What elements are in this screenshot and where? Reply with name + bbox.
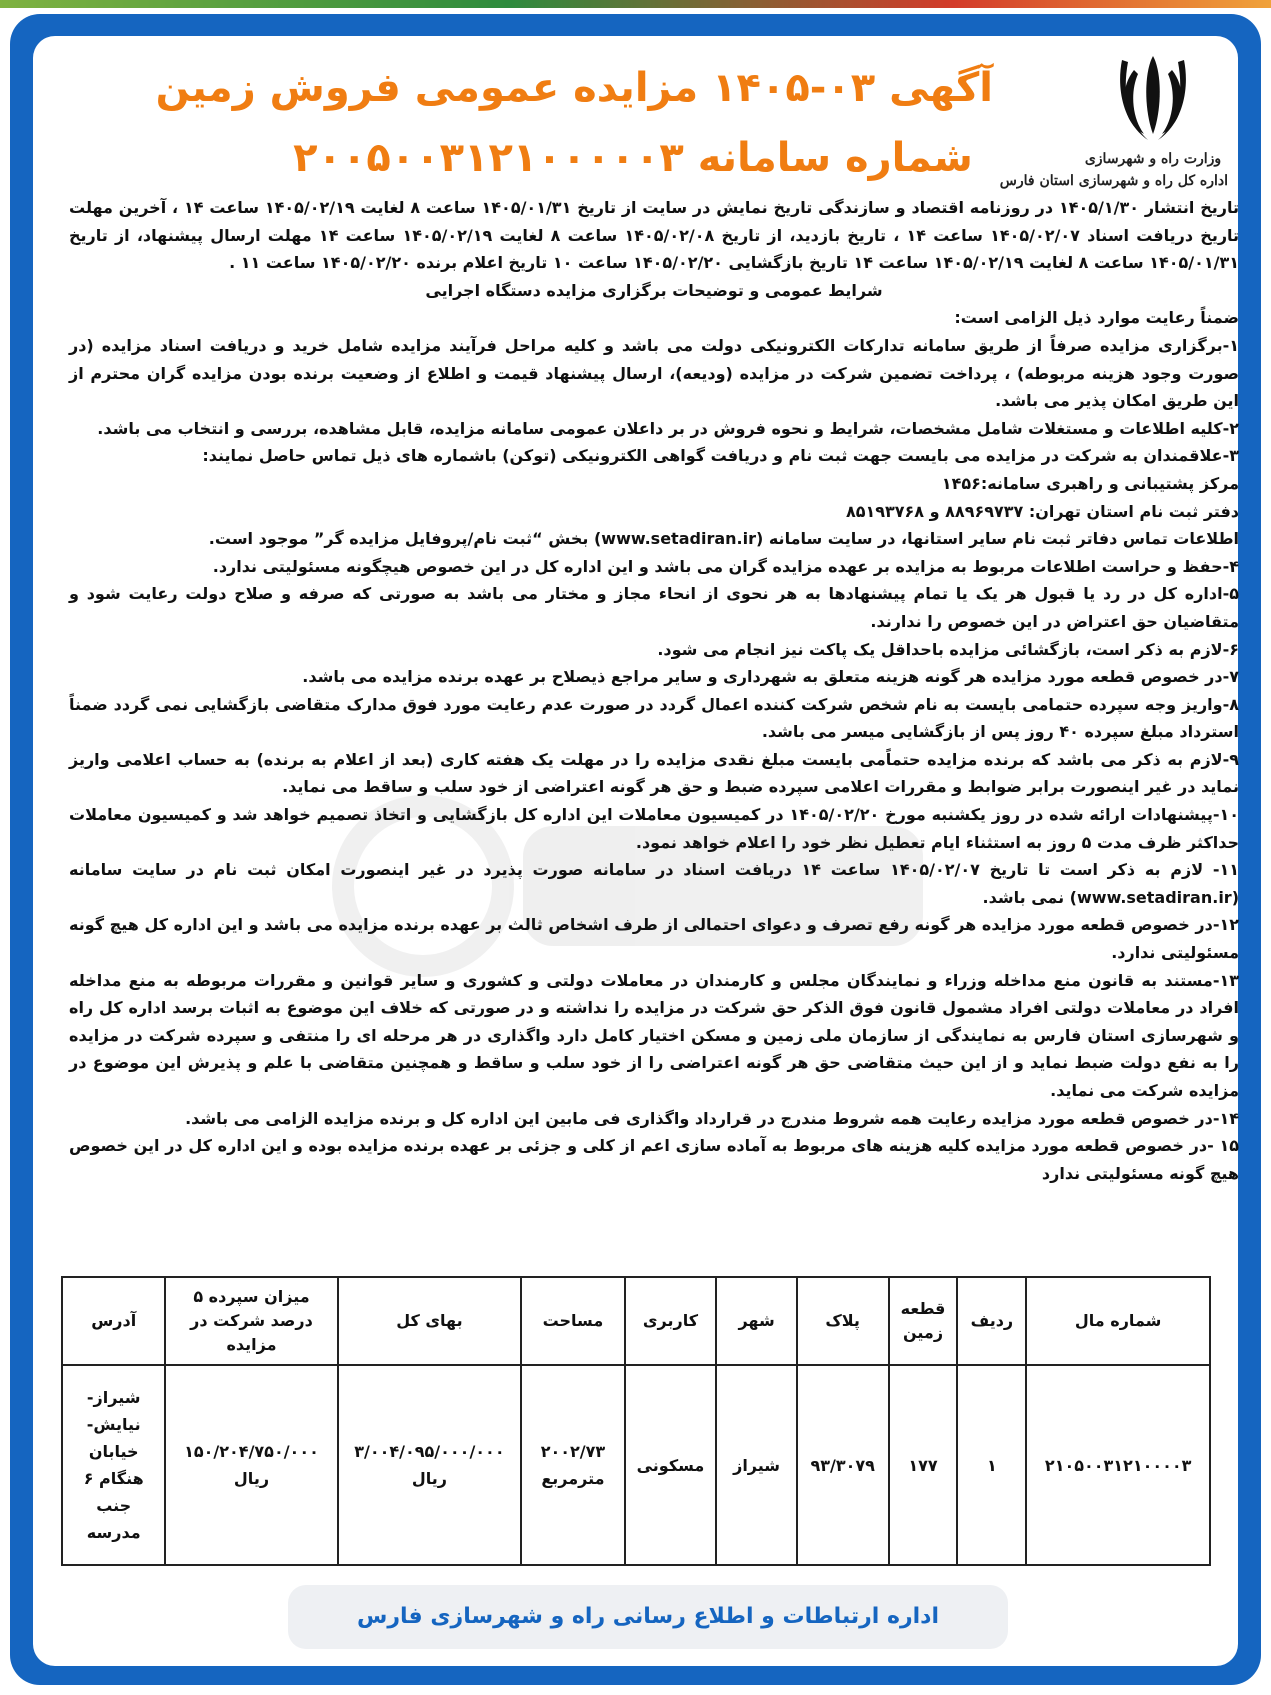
header-usage: کاربری [625, 1277, 717, 1365]
header-row-no: ردیف [957, 1277, 1026, 1365]
header-area: مساحت [521, 1277, 624, 1365]
clause-4: ۴-حفظ و حراست اطلاعات مربوط به مزایده بر عهده مزایده گران می باشد و این اداره کل در این خصوص هیچگونه مسئولیتی ندارد. [212, 556, 1239, 576]
header-city: شهر [716, 1277, 796, 1365]
header-parcel: قطعه زمین [889, 1277, 958, 1365]
clause-15: ۱۵ -در خصوص قطعه مورد مزایده کلیه هزینه های مربوط به آماده سازی اعم از کلی و جزئی بر عهده برنده مزایده بوده و این اداره کل در این خصوص هیچ گونه مسئولیتی ندارد [69, 1136, 1239, 1183]
footer-banner: اداره ارتباطات و اطلاع رسانی راه و شهرسازی فارس [288, 1585, 1008, 1649]
header-plaque: پلاک [797, 1277, 889, 1365]
notice-body [69, 194, 1239, 1187]
property-table [61, 1276, 1211, 1566]
dates-paragraph: تاریخ انتشار ۱۴۰۵/۱/۳۰ در روزنامه اقتصاد و سازندگی تاریخ نمایش در سایت از تاریخ ۱۴۰۵/۰۱/۳۱ ساعت ۸ لغایت ۱۴۰۵/۰۲/۱۹ ساعت ۱۴ ، آخرین مهلت تاریخ دریافت اسناد ۱۴۰۵/۰۲/۰۷ ساعت ۱۴ ، تاریخ بازدید، از تاریخ ۱۴۰۵/۰۲/۰۸ ساعت ۸ لغایت ۱۴۰۵/۰۲/۱۹ ساعت ۱۴ مهلت ارسال پیشنهاد، از تاریخ ۱۴۰۵/۰۱/۳۱ ساعت ۸ لغایت ۱۴۰۵/۰۲/۱۹ ساعت ۱۴ تاریخ بازگشایی ۱۴۰۵/۰۲/۲۰ ساعت ۱۰ تاریخ اعلام برنده ۱۴۰۵/۰۲/۲۰ ساعت ۱۱ . [69, 198, 1240, 273]
iran-emblem-icon [1114, 50, 1192, 142]
requirements-intro: ضمناً رعایت موارد ذیل الزامی است: [954, 308, 1239, 328]
cell-parcel: ۱۷۷ [889, 1365, 958, 1565]
cell-address: شیراز- نیایش- خیابان هنگام ۶ جنب مدرسه [62, 1365, 165, 1565]
clause-3: ۳-علاقمندان به شرکت در مزایده می بایست جهت ثبت نام و دریافت گواهی الکترونیکی (توکن) باشماره های ذیل تماس حاصل نمایند: [202, 446, 1239, 466]
clause-6: ۶-لازم به ذکر است، بازگشائی مزایده باحداقل یک پاکت نیز انجام می شود. [657, 639, 1239, 659]
clause-5: ۵-اداره کل در رد یا قبول هر یک یا تمام پیشنهادها به هر نحوی از انحاء مجاز و مختار می باشد به صورتی که صرفه و صلاح دولت رعایت شود و متقاضیان حق اعتراض در این خصوص را ندارند. [69, 584, 1239, 631]
clause-14: ۱۴-در خصوص قطعه مورد مزایده رعایت همه شروط مندرج در قرارداد واگذاری فی مابین این اداره کل و برنده مزایده الزامی می باشد. [185, 1108, 1239, 1128]
cell-asset-no: ۲۱۰۵۰۰۳۱۲۱۰۰۰۰۳ [1026, 1365, 1210, 1565]
support-center: مرکز پشتیبانی و راهبری سامانه:۱۴۵۶ [941, 473, 1239, 493]
clause-7: ۷-در خصوص قطعه مورد مزایده هر گونه هزینه متعلق به شهرداری و سایر مراجع ذیصلاح بر عهده برنده مزایده می باشد. [302, 667, 1239, 687]
cell-usage: مسکونی [625, 1365, 717, 1565]
clause-13: ۱۳-مستند به قانون منع مداخله وزراء و نمایندگان مجلس و کارمندان در معاملات دولتی و کشوری و سایر قوانین و مقررات مربوطه به منع مداخله افراد در معاملات دولتی افراد مشمول قانون فوق الذکر حق شرکت در مزایده را نداشته و در صورتی که خلاف این موضوع به اثبات برسد اداره کل راه و شهرسازی استان فارس به نمایندگی از سازمان ملی زمین و مسکن اختیار کامل دارد واگذاری در هر مرحله ای را منتفی و سپرده شرکت در مزایده را به نفع دولت ضبط نماید و از این حیث متقاضی حق هر گونه اعتراضی را از خود سلب و ساقط و همچنین متقاضی با علم و پذیرش این موضوع در مزایده شرکت می نماید. [69, 970, 1239, 1100]
area-value: ۲۰۰۲/۷۳ [540, 1442, 606, 1461]
cell-area [521, 1365, 624, 1565]
cell-price [338, 1365, 522, 1565]
cell-row-no: ۱ [957, 1365, 1026, 1565]
clause-2: ۲-کلیه اطلاعات و مستغلات شامل مشخصات، شرایط و نحوه فروش در بر داعلان عمومی سامانه مزایده، قابل مشاهده، بررسی و انتخاب می باشد. [97, 418, 1239, 438]
clause-11: ۱۱- لازم به ذکر است تا تاریخ ۱۴۰۵/۰۲/۰۷ ساعت ۱۴ دریافت اسناد در سامانه صورت پذیرد در غیر اینصورت امکان ثبت نام در سایت سامانه (www.setadiran.ir) نمی باشد. [69, 860, 1240, 907]
header-price: بهای کل [338, 1277, 522, 1365]
notice-sheet [33, 36, 1238, 1666]
clause-12: ۱۲-در خصوص قطعه مورد مزایده هر گونه رفع تصرف و دعوای احتمالی از طرف اشخاص ثالث بر عهده برنده مزایده می باشد و این اداره کل هیچ گونه مسئولیتی ندارد. [69, 915, 1239, 963]
conditions-heading: شرایط عمومی و توضیحات برگزاری مزایده دستگاه اجرایی [425, 280, 883, 300]
top-color-strip [0, 0, 1271, 8]
cell-plaque: ۹۳/۳۰۷۹ [797, 1365, 889, 1565]
ministry-name: وزارت راه و شهرسازی [1084, 151, 1222, 167]
system-number: شماره سامانه ۲۰۰۵۰۰۳۱۲۱۰۰۰۰۰۳ [293, 135, 973, 181]
office-name: اداره کل راه و شهرسازی استان فارس [999, 173, 1228, 189]
price-value: ۳/۰۰۴/۰۹۵/۰۰۰/۰۰۰ [354, 1442, 505, 1461]
tehran-office: دفتر ثبت نام استان تهران: ۸۸۹۶۹۷۳۷ و ۸۵۱۹۳۷۶۸ [845, 501, 1239, 521]
notice-title: آگهی ۰۳-۱۴۰۵ مزایده عمومی فروش زمین [155, 65, 993, 111]
clause-8: ۸-واریز وجه سپرده حتمامی بایست به نام شخص شرکت کننده اعمال گردد در صورت عدم رعایت مورد فوق مدارک متقاضی بازگشایی نمی گردد ضمناً استرداد مبلغ سپرده ۴۰ روز پس از بازگشایی میسر می باشد. [69, 694, 1239, 742]
price-unit: ریال [411, 1469, 447, 1488]
clause-9: ۹-لازم به ذکر می باشد که برنده مزایده حتماًمی بایست مبلغ نقدی مزایده را در مهلت یک هفته کاری (بعد از اعلام به برنده) به حساب اعلامی واریز نماید در غیر اینصورت برابر ضوابط و مقررات اعلامی سپرده ضبط و حق هر گونه اعتراضی از خود سلب و ساقط می نماید. [69, 749, 1239, 797]
cell-deposit [165, 1365, 337, 1565]
table-header-row [62, 1277, 1210, 1365]
header-deposit: میزان سپرده ۵ درصد شرکت در مزایده [165, 1277, 337, 1365]
clause-1: ۱-برگزاری مزایده صرفاً از طریق سامانه تدارکات الکترونیکی دولت می باشد و کلیه مراحل فرآیند مزایده شامل خرید و دریافت اسناد مزایده (در صورت وجود هزینه مربوطه) ، پرداخت تضمین شرکت در مزایده (ودیعه)، ارسال پیشنهاد قیمت و اطلاع از وضعیت برنده بودن مزایده گران محترم از این طریق امکان پذیر می باشد. [69, 335, 1239, 411]
table-row [62, 1365, 1210, 1565]
area-unit: مترمربع [541, 1469, 605, 1488]
provinces-contact: اطلاعات تماس دفاتر ثبت نام سایر استانها، در سایت سامانه (www.setadiran.ir) بخش “ثبت نام/پروفایل مزایده گر” موجود است. [208, 529, 1239, 549]
clause-10: ۱۰-پیشنهادات ارائه شده در روز یکشنبه مورخ ۱۴۰۵/۰۲/۲۰ در کمیسیون معاملات این اداره کل بازگشایی و اتخاذ تصمیم خواهد شد و کمیسیون معاملات حداکثر ظرف مدت ۵ روز به استثناء ایام تعطیل نظر خود را اعلام خواهد نمود. [69, 805, 1240, 852]
header-asset-no: شماره مال [1026, 1277, 1210, 1365]
header-address: آدرس [62, 1277, 165, 1365]
cell-city: شیراز [716, 1365, 796, 1565]
deposit-value: ۱۵۰/۲۰۴/۷۵۰/۰۰۰ [184, 1442, 319, 1461]
deposit-unit: ریال [233, 1469, 270, 1488]
